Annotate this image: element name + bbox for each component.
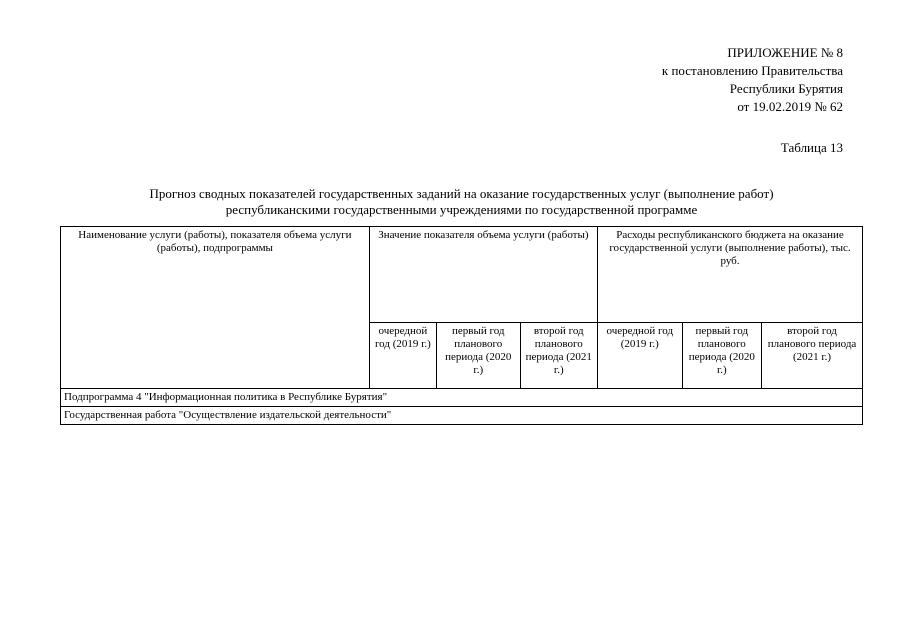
header-service-name: Наименование услуги (работы), показателя объема услуги (работы), подпрограммы bbox=[61, 227, 370, 389]
table-number: Таблица 13 bbox=[780, 140, 843, 155]
document-title-line-2: республиканскими государственными учреждениями по государственной программе bbox=[225, 202, 698, 217]
document-title bbox=[60, 186, 863, 218]
table-header-row bbox=[61, 227, 863, 323]
header-expenses-2020: первый год планового периода (2020 г.) bbox=[682, 323, 761, 389]
appendix-header bbox=[662, 44, 843, 116]
appendix-reference: к постановлению Правительства bbox=[661, 63, 843, 78]
appendix-title: ПРИЛОЖЕНИЕ № 8 bbox=[727, 45, 843, 60]
header-volume-indicator: Значение показателя объема услуги (работы) bbox=[369, 227, 597, 323]
state-work-row: Государственная работа "Осуществление издательской деятельности" bbox=[61, 407, 863, 425]
header-volume-2020: первый год планового периода (2020 г.) bbox=[437, 323, 521, 389]
appendix-date: от 19.02.2019 № 62 bbox=[737, 99, 843, 114]
header-volume-2021: второй год планового периода (2021 г.) bbox=[520, 323, 597, 389]
document-title-line-1: Прогноз сводных показателей государственных заданий на оказание государственных услуг (выполнение работ) bbox=[149, 186, 774, 201]
forecast-table bbox=[60, 226, 863, 425]
table-row bbox=[61, 407, 863, 425]
header-expenses-2021: второй год планового периода (2021 г.) bbox=[762, 323, 863, 389]
appendix-republic: Республики Бурятия bbox=[729, 81, 843, 96]
subprogram-row: Подпрограмма 4 "Информационная политика в Республике Бурятия" bbox=[61, 389, 863, 407]
header-volume-2019: очередной год (2019 г.) bbox=[369, 323, 436, 389]
header-budget-expenses: Расходы республиканского бюджета на оказание государственной услуги (выполнение работы), тыс. руб. bbox=[598, 227, 863, 323]
table-row bbox=[61, 389, 863, 407]
header-expenses-2019: очередной год (2019 г.) bbox=[598, 323, 683, 389]
